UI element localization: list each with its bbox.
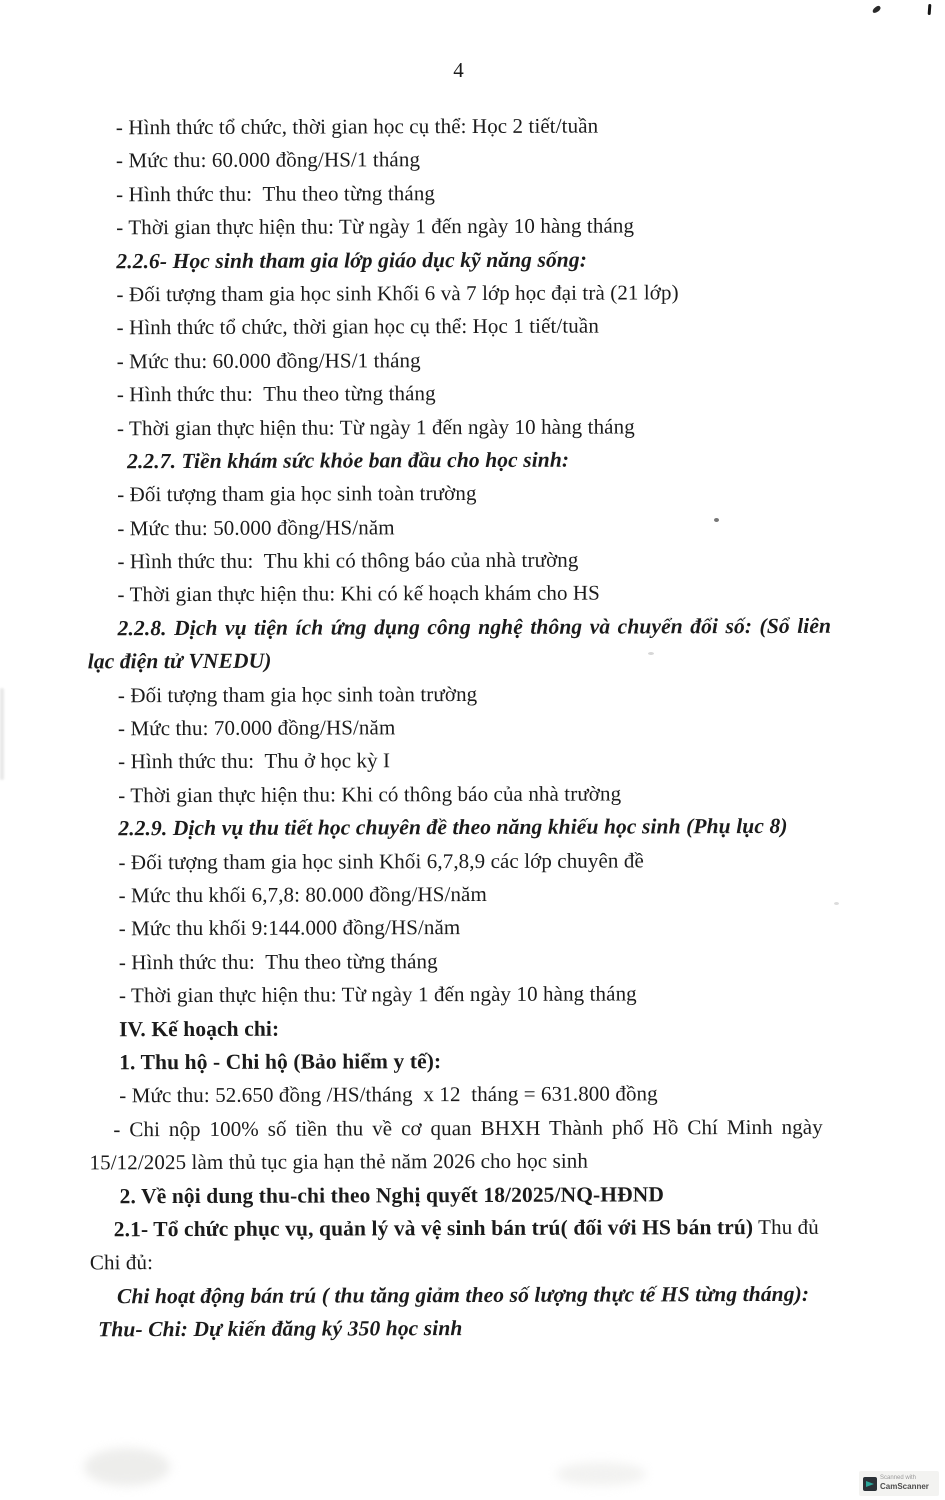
text-line-content: - Đối tượng tham gia học sinh Khối 6 và 7 lớp học đại trà (21 lớp) xyxy=(116,280,679,307)
watermark-camscanner-label: CamScanner xyxy=(880,1482,929,1492)
text-line xyxy=(0,242,943,279)
text-line xyxy=(2,1277,945,1314)
watermark-scanned-with-label: Scanned with xyxy=(880,1475,917,1482)
text-line xyxy=(1,1143,945,1180)
text-line-content: Chi đủ: xyxy=(89,1250,154,1275)
text-line-content: 1. Thu hộ - Chi hộ (Bảo hiểm y tế): xyxy=(119,1049,442,1075)
text-line xyxy=(1,943,945,980)
text-line xyxy=(0,576,945,613)
text-line-content: Chi hoạt động bán trú ( thu tăng giảm theo số lượng thực tế HS từng tháng): xyxy=(116,1281,810,1308)
text-line xyxy=(0,175,943,212)
text-line-tail: Thu đủ xyxy=(753,1214,819,1239)
text-line xyxy=(2,1310,945,1347)
text-line xyxy=(0,810,945,847)
text-line xyxy=(0,643,945,680)
text-line-content: 15/12/2025 làm thủ tục gia hạn thẻ năm 2026 cho học sinh xyxy=(89,1148,588,1175)
scan-speck xyxy=(714,518,719,522)
text-line-content: - Đối tượng tham gia học sinh Khối 6,7,8,9 các lớp chuyên đề xyxy=(118,847,644,874)
scan-smudge xyxy=(556,1462,646,1486)
text-line-content: 2.2.9. Dịch vụ thu tiết học chuyên đề theo năng khiếu học sinh (Phụ lục 8) xyxy=(118,814,788,841)
text-line-content: lạc điện tử VNEDU) xyxy=(87,648,272,674)
text-line-content: - Mức thu: 52.650 đồng /HS/tháng x 12 tháng = 631.800 đồng xyxy=(119,1081,658,1108)
text-line xyxy=(0,542,944,579)
text-line xyxy=(0,442,944,479)
text-line xyxy=(0,108,943,145)
scan-edge-shadow xyxy=(0,688,4,780)
text-line xyxy=(0,342,944,379)
text-line-content: - Mức thu: 60.000 đồng/HS/1 tháng xyxy=(116,347,421,373)
text-line-content: - Hình thức thu: Thu ở học kỳ I xyxy=(118,748,391,774)
text-line-content: - Hình thức thu: Thu theo từng tháng xyxy=(116,180,436,207)
text-line-content: - Mức thu khối 9:144.000 đồng/HS/năm xyxy=(118,915,461,941)
text-line xyxy=(0,409,944,446)
text-line xyxy=(0,309,944,346)
text-line xyxy=(2,1210,945,1247)
text-line xyxy=(1,977,945,1014)
text-line xyxy=(1,1077,945,1114)
scan-artifact-mark xyxy=(871,5,881,14)
text-line xyxy=(0,776,945,813)
text-line xyxy=(1,876,945,913)
document-body xyxy=(0,108,945,1347)
page-number: 4 xyxy=(453,58,464,82)
scan-artifact-mark xyxy=(928,4,932,15)
text-line xyxy=(0,843,945,880)
text-line-content: IV. Kế hoạch chi: xyxy=(119,1016,280,1041)
text-line-content: 2.2.8. Dịch vụ tiện ích ứng dụng công nghệ thông và chuyển đổi số: (Sổ liên xyxy=(117,613,832,641)
text-line-content: - Hình thức tổ chức, thời gian học cụ thể: Học 1 tiết/tuần xyxy=(116,313,599,340)
scan-speck xyxy=(648,652,654,655)
text-line-content: - Thời gian thực hiện thu: Khi có thông báo của nhà trường xyxy=(118,781,622,808)
text-line xyxy=(0,142,943,179)
text-line-content: - Đối tượng tham gia học sinh toàn trường xyxy=(117,681,478,707)
text-line-content: - Đối tượng tham gia học sinh toàn trường xyxy=(117,481,477,507)
text-line xyxy=(1,1110,945,1147)
text-line xyxy=(1,1010,945,1047)
text-line xyxy=(0,476,944,513)
text-line xyxy=(2,1177,945,1214)
text-line-content: - Mức thu khối 6,7,8: 80.000 đồng/HS/năm xyxy=(118,881,487,908)
camscanner-watermark-text xyxy=(880,1475,929,1491)
text-line xyxy=(0,209,943,246)
camscanner-icon xyxy=(863,1477,877,1491)
text-line-content: - Mức thu: 60.000 đồng/HS/1 tháng xyxy=(115,147,421,173)
text-line xyxy=(1,910,945,947)
text-line-content: - Hình thức thu: Thu theo từng tháng xyxy=(116,381,436,407)
text-line xyxy=(0,375,944,412)
text-line xyxy=(0,709,945,746)
text-line-content: Thu- Chi: Dự kiến đăng ký 350 học sinh xyxy=(98,1316,463,1342)
scan-speck xyxy=(834,902,839,905)
text-line xyxy=(0,676,945,713)
text-line-content: 2.2.7. Tiền khám sức khỏe ban đầu cho học sinh: xyxy=(127,447,570,474)
camscanner-watermark xyxy=(859,1471,939,1496)
text-line-content: - Hình thức tổ chức, thời gian học cụ thể: Học 2 tiết/tuần xyxy=(115,113,599,140)
text-line-content: - Chi nộp 100% số tiền thu về cơ quan BHXH Thành phố Hồ Chí Minh ngày xyxy=(113,1114,823,1141)
text-line-content: 2. Về nội dung thu-chi theo Nghị quyết 18/2025/NQ-HĐND xyxy=(119,1181,665,1208)
text-line-content: - Thời gian thực hiện thu: Khi có kế hoạch khám cho HS xyxy=(117,581,600,607)
text-line-content: - Hình thức thu: Thu theo từng tháng xyxy=(118,948,438,975)
text-line xyxy=(0,743,945,780)
text-line xyxy=(0,509,944,546)
text-line-content: - Mức thu: 50.000 đồng/HS/năm xyxy=(117,514,395,540)
text-line-content: - Mức thu: 70.000 đồng/HS/năm xyxy=(117,715,396,741)
text-line-content: - Thời gian thực hiện thu: Từ ngày 1 đến ngày 10 hàng tháng xyxy=(118,981,637,1008)
text-line xyxy=(2,1244,945,1281)
text-line-content: 2.2.6- Học sinh tham gia lớp giáo dục kỹ năng sống: xyxy=(116,247,588,273)
scan-smudge xyxy=(84,1448,170,1486)
text-line xyxy=(1,1043,945,1080)
text-line-content: - Hình thức thu: Thu khi có thông báo của nhà trường xyxy=(117,547,579,574)
text-line-content: - Thời gian thực hiện thu: Từ ngày 1 đến ngày 10 hàng tháng xyxy=(116,413,635,440)
text-line xyxy=(0,275,944,312)
text-line xyxy=(0,609,945,646)
text-line-content: 2.1- Tổ chức phục vụ, quản lý và vệ sinh bán trú( đối với HS bán trú) xyxy=(113,1214,754,1242)
text-line-content: - Thời gian thực hiện thu: Từ ngày 1 đến ngày 10 hàng tháng xyxy=(116,213,635,240)
